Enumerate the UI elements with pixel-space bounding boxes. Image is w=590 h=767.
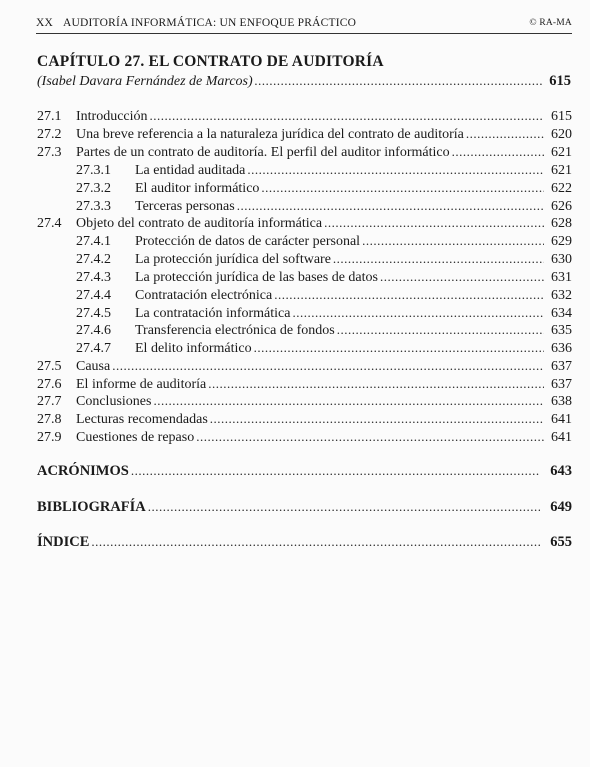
- dot-leader: [255, 72, 543, 90]
- entry-title: Objeto del contrato de auditoría informática: [76, 216, 323, 231]
- entry-title: Una breve referencia a la naturaleza jurídica del contrato de auditoría: [76, 127, 464, 142]
- toc-subentry: [76, 197, 572, 215]
- dot-leader: [196, 428, 544, 446]
- entry-number: 27.3: [37, 145, 62, 160]
- entry-page: 630: [551, 252, 572, 267]
- dot-leader: [274, 286, 544, 304]
- running-header: [36, 15, 572, 34]
- entry-page: 631: [551, 270, 572, 285]
- dot-leader: [131, 462, 540, 480]
- entry-title: La protección jurídica de las bases de datos: [135, 270, 378, 285]
- entry-page: 637: [551, 359, 572, 374]
- entry-number: 27.2: [37, 127, 62, 142]
- dot-leader: [261, 179, 544, 197]
- chapter-author-row: [37, 72, 571, 90]
- backmatter-title: ÍNDICE: [37, 534, 90, 550]
- entry-number: 27.8: [37, 412, 62, 427]
- toc-subentry: [76, 304, 572, 322]
- entry-page: 641: [551, 412, 572, 427]
- entry-page: 641: [551, 430, 572, 445]
- dot-leader: [337, 321, 544, 339]
- entry-title: Protección de datos de carácter personal: [135, 234, 361, 249]
- dot-leader: [210, 410, 544, 428]
- dot-leader: [237, 197, 544, 215]
- dot-leader: [91, 533, 540, 551]
- entry-number: 27.1: [37, 109, 62, 124]
- dot-leader: [153, 392, 544, 410]
- dot-leader: [362, 232, 544, 250]
- toc-backmatter-acronyms: [37, 462, 572, 480]
- entry-number: 27.4.5: [76, 306, 111, 321]
- backmatter-page: 649: [550, 499, 572, 515]
- entry-title: El informe de auditoría: [76, 377, 207, 392]
- chapter-title: CAPÍTULO 27. EL CONTRATO DE AUDITORÍA: [37, 53, 384, 70]
- entry-page: 637: [551, 377, 572, 392]
- entry-number: 27.9: [37, 430, 62, 445]
- entry-page: 634: [551, 306, 572, 321]
- toc-backmatter-bibliography: [37, 498, 572, 516]
- entry-title: Contratación electrónica: [135, 288, 273, 303]
- toc-entry: [37, 392, 572, 410]
- entry-page: 629: [551, 234, 572, 249]
- entry-page: 638: [551, 394, 572, 409]
- entry-number: 27.3.2: [76, 181, 111, 196]
- toc-subentry: [76, 161, 572, 179]
- entry-title: El auditor informático: [135, 181, 260, 196]
- entry-page: 621: [551, 145, 572, 160]
- toc-entry: [37, 410, 572, 428]
- entry-number: 27.4.7: [76, 341, 111, 356]
- entry-number: 27.3.1: [76, 163, 111, 178]
- dot-leader: [466, 125, 544, 143]
- dot-leader: [254, 339, 544, 357]
- entry-page: 621: [551, 163, 572, 178]
- toc-entry: [37, 357, 572, 375]
- header-left: [36, 17, 356, 29]
- entry-number: 27.4: [37, 216, 62, 231]
- entry-title: Terceras personas: [135, 199, 235, 214]
- dot-leader: [112, 357, 544, 375]
- entry-title: Transferencia electrónica de fondos: [135, 323, 335, 338]
- toc-subentry: [76, 339, 572, 357]
- dot-leader: [148, 498, 540, 516]
- chapter-author: (Isabel Davara Fernández de Marcos): [37, 74, 253, 89]
- toc-entry: [37, 125, 572, 143]
- entry-title: La contratación informática: [135, 306, 291, 321]
- entry-page: 632: [551, 288, 572, 303]
- entry-title: Lecturas recomendadas: [76, 412, 208, 427]
- header-page-number: XX: [36, 17, 54, 29]
- entry-title: El delito informático: [135, 341, 252, 356]
- entry-number: 27.4.2: [76, 252, 111, 267]
- toc-entry: [37, 428, 572, 446]
- entry-number: 27.4.4: [76, 288, 111, 303]
- dot-leader: [292, 304, 544, 322]
- entry-number: 27.5: [37, 359, 62, 374]
- dot-leader: [150, 107, 544, 125]
- toc-subentry: [76, 179, 572, 197]
- entry-page: 626: [551, 199, 572, 214]
- toc-entry: [37, 143, 572, 161]
- backmatter-page: 655: [550, 534, 572, 550]
- header-running-title: AUDITORÍA INFORMÁTICA: UN ENFOQUE PRÁCTICO: [63, 17, 357, 29]
- entry-number: 27.4.3: [76, 270, 111, 285]
- entry-title: Causa: [76, 359, 111, 374]
- backmatter-page: 643: [550, 463, 572, 479]
- toc-subentry: [76, 268, 572, 286]
- entry-number: 27.3.3: [76, 199, 111, 214]
- dot-leader: [324, 214, 544, 232]
- toc-entry: [37, 107, 572, 125]
- toc-subentry: [76, 250, 572, 268]
- toc-subentry: [76, 286, 572, 304]
- entry-number: 27.4.6: [76, 323, 111, 338]
- toc-entry: [37, 375, 572, 393]
- entry-page: 615: [551, 109, 572, 124]
- toc-subentry: [76, 232, 572, 250]
- entry-page: 622: [551, 181, 572, 196]
- entry-page: 628: [551, 216, 572, 231]
- toc-subentry: [76, 321, 572, 339]
- header-publisher: © RA-MA: [529, 18, 572, 28]
- chapter-page: 615: [549, 73, 571, 89]
- entry-title: Partes de un contrato de auditoría. El perfil del auditor informático: [76, 145, 450, 160]
- entry-title: Conclusiones: [76, 394, 152, 409]
- dot-leader: [247, 161, 544, 179]
- toc-entry: [37, 214, 572, 232]
- dot-leader: [333, 250, 544, 268]
- dot-leader: [452, 143, 544, 161]
- backmatter-title: ACRÓNIMOS: [37, 463, 129, 479]
- entry-title: Cuestiones de repaso: [76, 430, 195, 445]
- entry-number: 27.7: [37, 394, 62, 409]
- entry-title: La entidad auditada: [135, 163, 246, 178]
- backmatter-title: BIBLIOGRAFÍA: [37, 499, 146, 515]
- entry-number: 27.6: [37, 377, 62, 392]
- toc-backmatter-index: [37, 533, 572, 551]
- dot-leader: [208, 375, 544, 393]
- entry-page: 635: [551, 323, 572, 338]
- entry-title: Introducción: [76, 109, 148, 124]
- entry-page: 636: [551, 341, 572, 356]
- entry-page: 620: [551, 127, 572, 142]
- entry-number: 27.4.1: [76, 234, 111, 249]
- entry-title: La protección jurídica del software: [135, 252, 331, 267]
- dot-leader: [380, 268, 544, 286]
